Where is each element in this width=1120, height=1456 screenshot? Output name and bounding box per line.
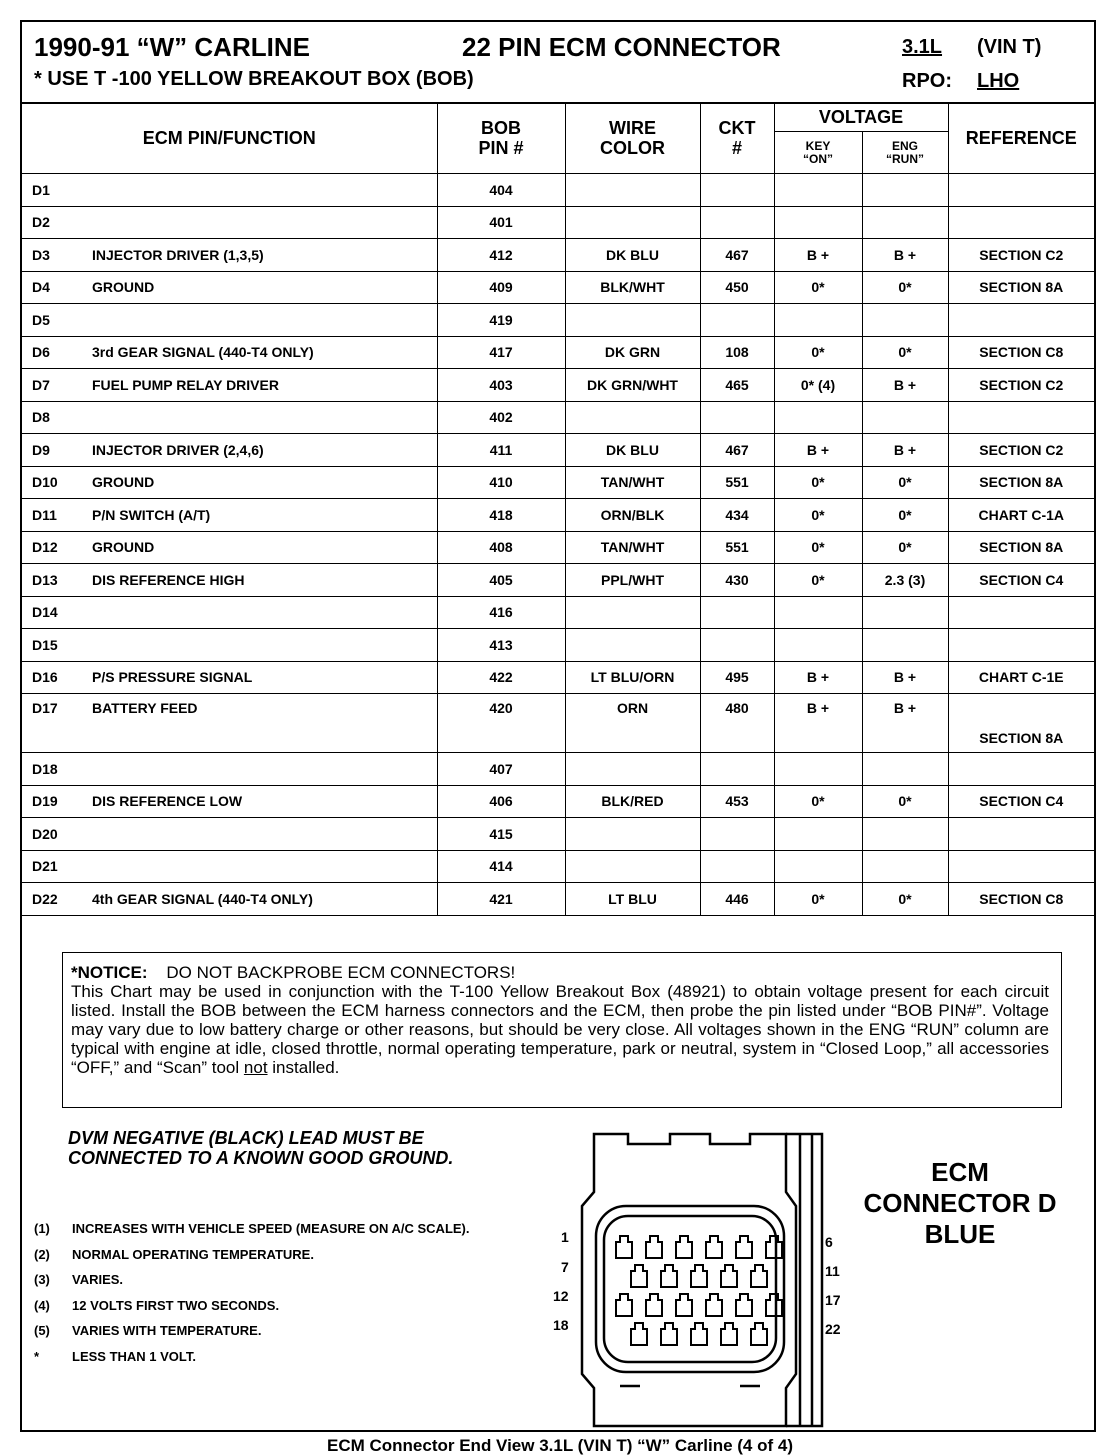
cell-pin-function: [22, 206, 437, 239]
cell-wire-color: [565, 850, 700, 883]
cell-eng-run: [862, 753, 948, 786]
cell-reference: [948, 304, 1094, 337]
cell-key-on: [774, 818, 862, 851]
table-row: [22, 174, 1094, 207]
cell-bob-pin: 420: [437, 694, 565, 753]
pin-id: D7: [32, 376, 50, 393]
cell-circuit: 434: [700, 499, 774, 532]
table-row: [22, 271, 1094, 304]
pin-id: D15: [32, 636, 58, 653]
pin-cavity: [736, 1236, 752, 1258]
pin-cavity: [736, 1294, 752, 1316]
rpo-value: LHO: [977, 70, 1020, 92]
pin-function: P/S PRESSURE SIGNAL: [92, 669, 253, 686]
notice-box: [62, 952, 1062, 1108]
pin-function: DIS REFERENCE LOW: [92, 793, 243, 810]
footnote: (3) VARIES.: [34, 1272, 124, 1287]
table-row: [22, 883, 1094, 916]
cell-eng-run: 2.3 (3): [862, 564, 948, 597]
cell-circuit: 467: [700, 434, 774, 467]
cell-wire-color: TAN/WHT: [565, 531, 700, 564]
cell-reference: SECTION C2: [948, 369, 1094, 402]
cell-pin-function: [22, 336, 437, 369]
footnote: (1) INCREASES WITH VEHICLE SPEED (MEASURE ON A/C SCALE).: [34, 1221, 470, 1236]
cell-bob-pin: 407: [437, 753, 565, 786]
cell-pin-function: [22, 531, 437, 564]
cell-eng-run: 0*: [862, 531, 948, 564]
cell-circuit: 495: [700, 661, 774, 694]
cell-reference: [948, 629, 1094, 662]
cell-wire-color: ORN/BLK: [565, 499, 700, 532]
cell-wire-color: [565, 596, 700, 629]
cell-bob-pin: 422: [437, 661, 565, 694]
cell-bob-pin: 406: [437, 785, 565, 818]
cell-circuit: 465: [700, 369, 774, 402]
cell-eng-run: [862, 850, 948, 883]
cell-reference: SECTION 8A: [948, 271, 1094, 304]
pin-label-22: 22: [825, 1321, 841, 1337]
table-row: [22, 753, 1094, 786]
cell-bob-pin: 413: [437, 629, 565, 662]
table-row: [22, 304, 1094, 337]
page-header: [22, 22, 1094, 104]
pin-function: GROUND: [92, 279, 155, 296]
cell-key-on: 0*: [774, 336, 862, 369]
cell-pin-function: [22, 174, 437, 207]
table-row: [22, 661, 1094, 694]
pin-cavity: [766, 1236, 782, 1258]
col-ckt: CKT #: [700, 103, 774, 174]
col-ecm: ECM PIN/FUNCTION: [22, 103, 437, 174]
cell-reference: CHART C-1A: [948, 499, 1094, 532]
vin-code: (VIN T): [977, 36, 1042, 58]
cell-pin-function: [22, 304, 437, 337]
cell-key-on: [774, 304, 862, 337]
cell-bob-pin: 409: [437, 271, 565, 304]
pin-id: D19: [32, 793, 58, 810]
table-row: [22, 694, 1094, 753]
pin-cavity: [751, 1265, 767, 1287]
pin-id: D3: [32, 246, 50, 263]
cell-eng-run: 0*: [862, 336, 948, 369]
pin-function: P/N SWITCH (A/T): [92, 506, 211, 523]
cell-wire-color: BLK/RED: [565, 785, 700, 818]
table-row: [22, 531, 1094, 564]
col-bob: BOB PIN #: [437, 103, 565, 174]
col-voltage: VOLTAGE: [774, 103, 948, 132]
cell-pin-function: [22, 401, 437, 434]
table-row: [22, 239, 1094, 272]
pin-label-6: 6: [825, 1234, 833, 1250]
cell-pin-function: [22, 785, 437, 818]
cell-pin-function: [22, 850, 437, 883]
cell-pin-function: [22, 271, 437, 304]
cell-eng-run: [862, 304, 948, 337]
col-wire: WIRE COLOR: [565, 103, 700, 174]
pin-id: D5: [32, 311, 50, 328]
col-reference: REFERENCE: [948, 103, 1094, 174]
cell-reference: SECTION C4: [948, 564, 1094, 597]
cell-circuit: [700, 818, 774, 851]
pin-id: D20: [32, 825, 58, 842]
pin-cavities: [616, 1236, 782, 1345]
cell-eng-run: [862, 818, 948, 851]
pin-function: INJECTOR DRIVER (1,3,5): [92, 246, 264, 263]
cell-eng-run: [862, 629, 948, 662]
cell-eng-run: B +: [862, 369, 948, 402]
pin-cavity: [721, 1265, 737, 1287]
connector-outer-shell: [582, 1134, 796, 1426]
notice-headline: DO NOT BACKPROBE ECM CONNECTORS!: [166, 963, 516, 982]
cell-reference: CHART C-1E: [948, 661, 1094, 694]
table-row: [22, 564, 1094, 597]
figure-caption: ECM Connector End View 3.1L (VIN T) “W” Carline (4 of 4): [327, 1436, 793, 1455]
engine-size: 3.1L: [902, 36, 943, 58]
cell-key-on: 0*: [774, 531, 862, 564]
table-row: [22, 596, 1094, 629]
col-eng-run: ENG “RUN”: [862, 132, 948, 174]
cell-pin-function: [22, 369, 437, 402]
pin-cavity: [661, 1323, 677, 1345]
table-row: [22, 401, 1094, 434]
cell-key-on: 0*: [774, 466, 862, 499]
cell-eng-run: [862, 596, 948, 629]
cell-eng-run: B +: [862, 661, 948, 694]
cell-reference: [948, 753, 1094, 786]
cell-pin-function: [22, 694, 437, 753]
cell-key-on: B +: [774, 661, 862, 694]
cell-pin-function: [22, 661, 437, 694]
pin-id: D17: [32, 700, 58, 716]
pin-function: GROUND: [92, 474, 155, 491]
pin-table-body: [22, 174, 1094, 916]
cell-bob-pin: 415: [437, 818, 565, 851]
cell-circuit: 551: [700, 466, 774, 499]
pin-function: DIS REFERENCE HIGH: [92, 571, 245, 588]
cell-key-on: 0* (4): [774, 369, 862, 402]
cell-reference: [948, 401, 1094, 434]
cell-eng-run: 0*: [862, 785, 948, 818]
cell-pin-function: [22, 818, 437, 851]
cell-bob-pin: 421: [437, 883, 565, 916]
bob-note: * USE T -100 YELLOW BREAKOUT BOX (BOB): [34, 68, 474, 90]
pin-label-11: 11: [825, 1263, 840, 1279]
cell-pin-function: [22, 434, 437, 467]
pin-id: D8: [32, 409, 50, 426]
pin-cavity: [676, 1294, 692, 1316]
footnote: (5) VARIES WITH TEMPERATURE.: [34, 1323, 262, 1338]
cell-bob-pin: 419: [437, 304, 565, 337]
cell-wire-color: BLK/WHT: [565, 271, 700, 304]
cell-reference: SECTION C8: [948, 336, 1094, 369]
cell-wire-color: ORN: [565, 694, 700, 753]
cell-key-on: [774, 596, 862, 629]
cell-circuit: 450: [700, 271, 774, 304]
pin-cavity: [766, 1294, 782, 1316]
rpo-label: RPO:: [902, 70, 952, 92]
pin-label-12: 12: [553, 1288, 569, 1304]
pin-cavity: [691, 1265, 707, 1287]
cell-bob-pin: 402: [437, 401, 565, 434]
pin-id: D18: [32, 760, 58, 777]
col-key-on: KEY “ON”: [774, 132, 862, 174]
cell-key-on: [774, 629, 862, 662]
cell-wire-color: PPL/WHT: [565, 564, 700, 597]
cell-eng-run: 0*: [862, 883, 948, 916]
cell-wire-color: LT BLU/ORN: [565, 661, 700, 694]
pin-function: FUEL PUMP RELAY DRIVER: [92, 376, 279, 393]
cell-bob-pin: 408: [437, 531, 565, 564]
dvm-warning: DVM NEGATIVE (BLACK) LEAD MUST BE CONNECTED TO A KNOWN GOOD GROUND.: [68, 1128, 454, 1168]
connector-end-view-diagram: [560, 1130, 840, 1430]
cell-wire-color: [565, 753, 700, 786]
pin-id: D11: [32, 506, 57, 523]
cell-pin-function: [22, 753, 437, 786]
cell-key-on: [774, 206, 862, 239]
cell-key-on: [774, 850, 862, 883]
cell-bob-pin: 417: [437, 336, 565, 369]
page-frame: [20, 20, 1096, 1432]
pin-id: D22: [32, 890, 58, 907]
pin-cavity: [616, 1294, 632, 1316]
cell-reference: [948, 174, 1094, 207]
cell-bob-pin: 405: [437, 564, 565, 597]
cell-wire-color: [565, 174, 700, 207]
cell-reference: [948, 818, 1094, 851]
cell-circuit: [700, 753, 774, 786]
cell-eng-run: [862, 401, 948, 434]
cell-circuit: 108: [700, 336, 774, 369]
table-row: [22, 499, 1094, 532]
cell-circuit: [700, 850, 774, 883]
pin-id: D9: [32, 441, 50, 458]
connector-title: 22 PIN ECM CONNECTOR: [462, 32, 781, 62]
cell-key-on: B +: [774, 239, 862, 272]
pin-cavity: [646, 1294, 662, 1316]
pin-function: INJECTOR DRIVER (2,4,6): [92, 441, 264, 458]
pin-cavity: [691, 1323, 707, 1345]
cell-eng-run: 0*: [862, 466, 948, 499]
cell-pin-function: [22, 466, 437, 499]
cell-pin-function: [22, 564, 437, 597]
cell-bob-pin: 414: [437, 850, 565, 883]
pin-id: D21: [32, 858, 58, 875]
footnotes: [34, 1221, 470, 1374]
cell-reference: SECTION C2: [948, 434, 1094, 467]
cell-circuit: [700, 174, 774, 207]
pin-id: D10: [32, 474, 58, 491]
cell-bob-pin: 411: [437, 434, 565, 467]
cell-wire-color: [565, 629, 700, 662]
cell-circuit: [700, 629, 774, 662]
pin-function: BATTERY FEED: [92, 700, 198, 716]
cell-circuit: 446: [700, 883, 774, 916]
pin-id: D12: [32, 539, 58, 556]
pin-cavity: [616, 1236, 632, 1258]
cell-wire-color: TAN/WHT: [565, 466, 700, 499]
pin-id: D2: [32, 214, 50, 231]
cell-bob-pin: 401: [437, 206, 565, 239]
footnote: (4) 12 VOLTS FIRST TWO SECONDS.: [34, 1297, 280, 1313]
cell-key-on: B +: [774, 694, 862, 753]
table-row: [22, 434, 1094, 467]
pin-label-1: 1: [561, 1229, 569, 1245]
connector-face-outer: [596, 1206, 784, 1372]
cell-reference: [948, 206, 1094, 239]
cell-eng-run: [862, 174, 948, 207]
pin-cavity: [646, 1236, 662, 1258]
pin-cavity: [706, 1236, 722, 1258]
carline-title: 1990-91 “W” CARLINE: [34, 32, 310, 62]
table-row: [22, 369, 1094, 402]
cell-reference: SECTION C2: [948, 239, 1094, 272]
cell-key-on: [774, 401, 862, 434]
cell-eng-run: 0*: [862, 271, 948, 304]
cell-key-on: 0*: [774, 499, 862, 532]
cell-wire-color: [565, 304, 700, 337]
cell-wire-color: DK BLU: [565, 239, 700, 272]
cell-key-on: [774, 174, 862, 207]
pin-cavity: [751, 1323, 767, 1345]
cell-pin-function: [22, 596, 437, 629]
table-row: [22, 850, 1094, 883]
cell-circuit: 453: [700, 785, 774, 818]
cell-bob-pin: 416: [437, 596, 565, 629]
pin-cavity: [631, 1323, 647, 1345]
cell-wire-color: [565, 401, 700, 434]
pin-cavity: [721, 1323, 737, 1345]
cell-key-on: B +: [774, 434, 862, 467]
pin-id: D1: [32, 181, 50, 198]
cell-wire-color: [565, 206, 700, 239]
cell-key-on: 0*: [774, 883, 862, 916]
cell-circuit: [700, 304, 774, 337]
footnote: * LESS THAN 1 VOLT.: [34, 1348, 196, 1364]
cell-wire-color: DK GRN: [565, 336, 700, 369]
cell-circuit: [700, 206, 774, 239]
notice-heading: *NOTICE: DO NOT BACKPROBE ECM CONNECTORS!: [71, 963, 516, 982]
cell-reference: [948, 596, 1094, 629]
cell-bob-pin: 412: [437, 239, 565, 272]
cell-eng-run: [862, 206, 948, 239]
cell-circuit: 430: [700, 564, 774, 597]
cell-key-on: 0*: [774, 271, 862, 304]
cell-reference: SECTION 8A: [948, 531, 1094, 564]
pin-label-18: 18: [553, 1317, 569, 1333]
cell-eng-run: 0*: [862, 499, 948, 532]
cell-key-on: 0*: [774, 564, 862, 597]
cell-reference: SECTION C4: [948, 785, 1094, 818]
notice-body: This Chart may be used in conjunction with the T-100 Yellow Breakout Box (48921) to obtain voltage present for each circuit listed. Install the BOB between the ECM harness connectors and the ECM, then probe the pin listed under “BOB PIN#”. Voltage may vary due to low battery charge or other reasons, but should be very close. All voltages shown in the ENG “RUN” column are typical with engine at idle, closed throttle, normal operating temperature, park or neutral, system in “Closed Loop,” all accessories “OFF,” and “Scan” tool not installed.: [71, 982, 1049, 1077]
cell-reference: SECTION 8A: [948, 466, 1094, 499]
pin-function: GROUND: [92, 539, 155, 556]
cell-wire-color: [565, 818, 700, 851]
pin-id: D14: [32, 604, 58, 621]
pin-id: D4: [32, 279, 50, 296]
cell-bob-pin: 403: [437, 369, 565, 402]
cell-key-on: [774, 753, 862, 786]
cell-circuit: 551: [700, 531, 774, 564]
cell-pin-function: [22, 239, 437, 272]
cell-reference: [948, 850, 1094, 883]
cell-pin-function: [22, 883, 437, 916]
pin-function: 3rd GEAR SIGNAL (440-T4 ONLY): [92, 344, 314, 361]
cell-circuit: 480: [700, 694, 774, 753]
cell-bob-pin: 410: [437, 466, 565, 499]
table-row: [22, 206, 1094, 239]
pin-cavity: [706, 1294, 722, 1316]
cell-eng-run: B +: [862, 239, 948, 272]
cell-key-on: 0*: [774, 785, 862, 818]
pin-cavity: [676, 1236, 692, 1258]
pin-label-7: 7: [561, 1259, 569, 1275]
table-row: [22, 629, 1094, 662]
cell-pin-function: [22, 499, 437, 532]
pin-id: D6: [32, 344, 50, 361]
cell-circuit: [700, 596, 774, 629]
cell-circuit: 467: [700, 239, 774, 272]
cell-eng-run: B +: [862, 694, 948, 753]
cell-wire-color: DK BLU: [565, 434, 700, 467]
cell-reference: SECTION 8A: [948, 694, 1094, 753]
pin-table: [22, 102, 1094, 916]
pin-cavity: [631, 1265, 647, 1287]
pin-function: 4th GEAR SIGNAL (440-T4 ONLY): [92, 890, 313, 907]
pin-label-17: 17: [825, 1292, 841, 1308]
table-row: [22, 336, 1094, 369]
table-row: [22, 466, 1094, 499]
pin-id: D13: [32, 571, 58, 588]
footnote: (2) NORMAL OPERATING TEMPERATURE.: [34, 1246, 314, 1262]
cell-bob-pin: 418: [437, 499, 565, 532]
table-row: [22, 818, 1094, 851]
cell-circuit: [700, 401, 774, 434]
cell-reference: SECTION C8: [948, 883, 1094, 916]
cell-pin-function: [22, 629, 437, 662]
table-row: [22, 785, 1094, 818]
cell-bob-pin: 404: [437, 174, 565, 207]
cell-eng-run: B +: [862, 434, 948, 467]
pin-cavity: [661, 1265, 677, 1287]
cell-wire-color: DK GRN/WHT: [565, 369, 700, 402]
connector-label: ECM CONNECTOR D BLUE: [863, 1157, 1057, 1249]
cell-wire-color: LT BLU: [565, 883, 700, 916]
pin-id: D16: [32, 669, 58, 686]
